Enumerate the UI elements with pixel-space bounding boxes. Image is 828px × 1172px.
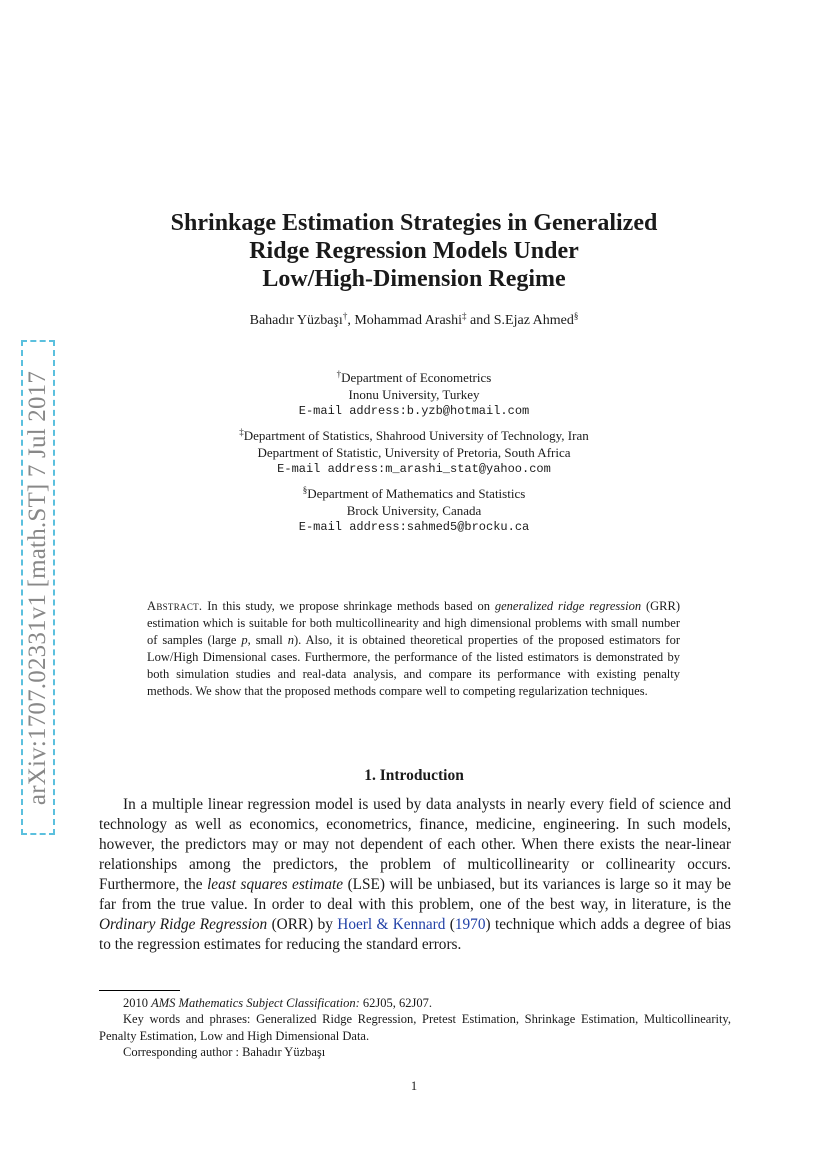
abstract-emphasis: generalized ridge regression	[494, 599, 642, 613]
affiliation-2	[0, 428, 828, 478]
citation-link-year[interactable]: 1970	[454, 916, 486, 933]
abstract-text: ). Also, it is obtained theoretical properties of the proposed estimators for Low/High Dimensional cases. Furthermore, the performance of the listed estimators is demonstrated by both simulation studies and real-data analysis, and compare its performance with existing penalty methods. We show that the proposed methods compare well to competing regularization techniques.	[147, 633, 680, 698]
affiliation-email: E-mail address:b.yzb@hotmail.com	[298, 404, 530, 418]
affiliation-email: E-mail address:m_arashi_stat@yahoo.com	[277, 462, 551, 476]
affiliation-institution: Inonu University, Turkey	[348, 386, 480, 402]
footnote-classification	[99, 995, 731, 1012]
affiliation-1	[0, 370, 828, 420]
affiliation-mark: †	[336, 369, 342, 379]
title-line-3: Low/High-Dimension Regime	[262, 266, 566, 292]
page-number: 1	[410, 1079, 418, 1093]
affiliation-mark: ‡	[239, 427, 244, 437]
citation-paren: )	[485, 916, 491, 933]
author-3-mark: §	[573, 311, 579, 321]
title-line-2: Ridge Regression Models Under	[249, 238, 579, 264]
footnote-emphasis: AMS Mathematics Subject Classification:	[151, 996, 360, 1010]
abstract-label: Abstract.	[147, 599, 203, 613]
footnote-keywords: Key words and phrases: Generalized Ridge Regression, Pretest Estimation, Shrinkage Estimation, Multicollinearity, Penalty Estimation, Low and High Dimensional Data.	[99, 1012, 731, 1043]
affiliation-email: E-mail address:sahmed5@brocku.ca	[298, 520, 530, 534]
body-text: In a multiple linear regression model is used by data analysts in nearly every field of science and technology as well as economics, econometrics, finance, medicine, engineering. In such models, however, the predictors may or may not dependent of each other. When there exists the near-linear relationships among the predictors, the problem of multicollinearity or collinearity occurs. Furthermore, the	[99, 796, 731, 893]
affiliation-institution: Brock University, Canada	[346, 502, 482, 518]
paper-title	[0, 209, 828, 293]
section-heading: 1. Introduction	[364, 767, 464, 784]
abstract-text: (GRR) estimation which is suitable for both multicollinearity and high dimensional problems with small number of samples (large	[147, 599, 680, 647]
math-p: p	[241, 633, 248, 647]
body-emphasis: least squares estimate	[207, 876, 344, 893]
affiliation-3	[0, 486, 828, 536]
author-list	[0, 313, 828, 329]
author-1: Bahadır Yüzbaşı	[249, 313, 343, 328]
abstract-text: , small	[247, 633, 288, 647]
author-separator: and	[466, 313, 494, 328]
body-emphasis: Ordinary Ridge Regression	[99, 916, 268, 933]
affiliation-institution: Department of Statistic, University of Pretoria, South Africa	[257, 444, 571, 460]
author-2: Mohammad Arashi	[354, 313, 463, 328]
footnote-rule	[99, 990, 180, 991]
author-1-mark: †	[342, 311, 348, 321]
abstract	[147, 598, 680, 700]
affiliation-department: Department of Mathematics and Statistics	[307, 486, 526, 501]
affiliation-mark: §	[302, 485, 308, 495]
arxiv-identifier-text: arXiv:1707.02331v1 [math.ST] 7 Jul 2017	[24, 370, 51, 805]
body-text: (LSE) will be unbiased, but its variances is large so it may be far from the true value. In order to deal with this problem, one of the best way, in literature, is the	[99, 876, 732, 913]
introduction-paragraph	[99, 795, 731, 955]
footnote-corresponding-author: Corresponding author : Bahadır Yüzbaşı	[123, 1045, 326, 1059]
abstract-text: In this study, we propose shrinkage methods based on	[202, 599, 495, 613]
math-n: n	[287, 633, 294, 647]
body-text: technique which adds a degree of bias to the regression estimates for reducing the standard errors.	[99, 916, 731, 953]
affiliation-department: Department of Statistics, Shahrood University of Technology, Iran	[243, 428, 589, 443]
citation-paren: (	[445, 916, 455, 933]
footnote-text: 2010	[123, 996, 152, 1010]
footnote-text: 62J05, 62J07.	[359, 996, 433, 1010]
author-separator: ,	[347, 313, 355, 328]
title-line-1: Shrinkage Estimation Strategies in Generalized	[170, 210, 658, 236]
affiliation-department: Department of Econometrics	[341, 370, 492, 385]
author-3: S.Ejaz Ahmed	[493, 313, 574, 328]
citation-link-authors[interactable]: Hoerl & Kennard	[337, 916, 446, 933]
author-2-mark: ‡	[462, 311, 467, 321]
body-text: (ORR) by	[267, 916, 338, 933]
